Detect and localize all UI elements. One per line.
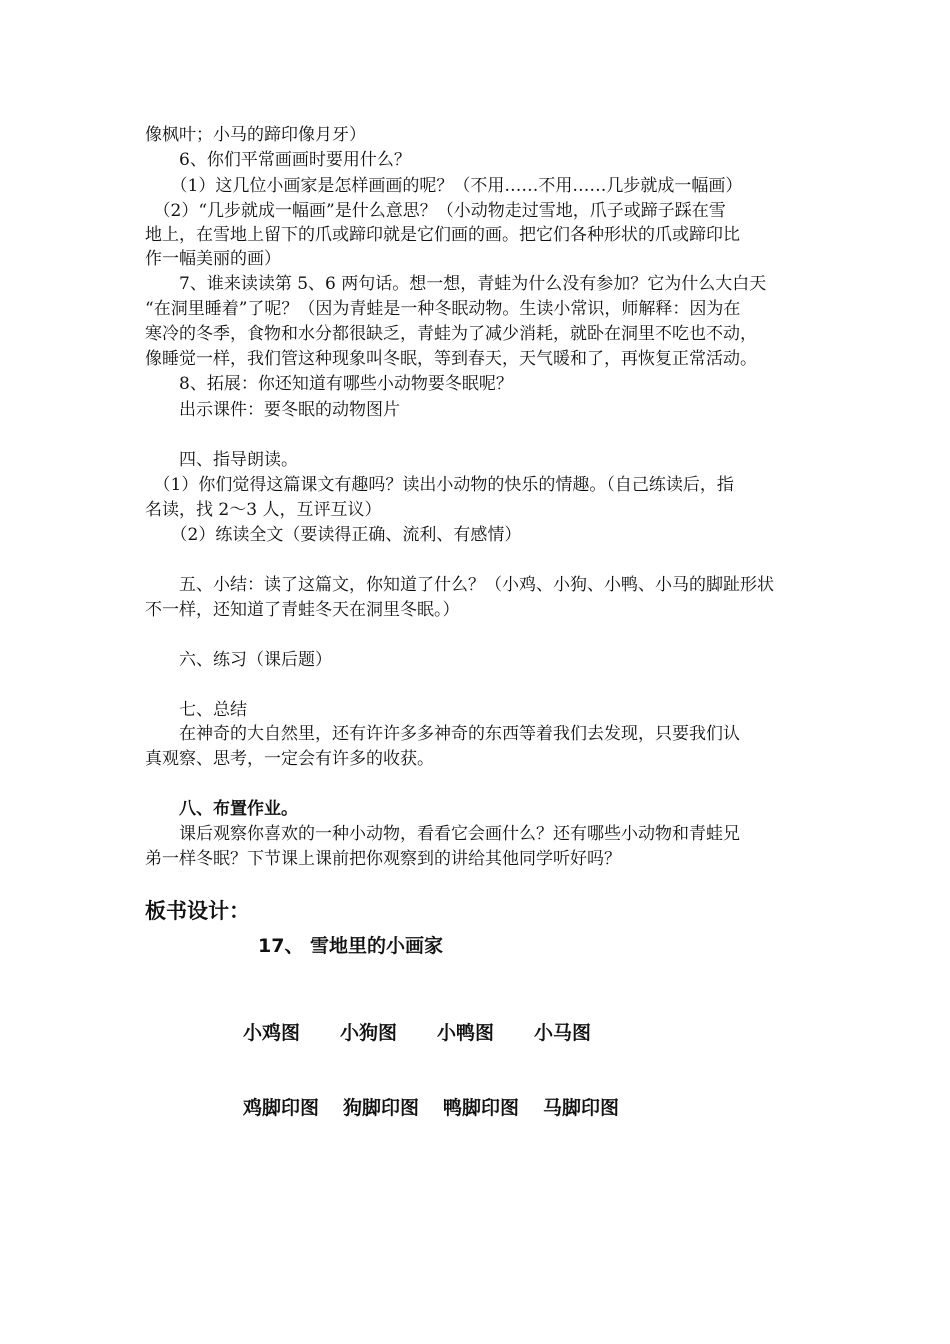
section-heading: 七、总结 xyxy=(145,700,247,720)
text-line: 不一样，还知道了青蛙冬天在洞里冬眠。） xyxy=(145,600,460,620)
board-animal-row xyxy=(243,1019,591,1047)
board-lesson-title: 17、 雪地里的小画家 xyxy=(258,935,444,957)
text-line: 6、你们平常画画时要用什么？ xyxy=(145,150,411,170)
board-footprint-item: 鸭脚印图 xyxy=(443,1097,520,1119)
board-design-heading: 板书设计： xyxy=(145,899,250,923)
text-line: （1）你们觉得这篇课文有趣吗？读出小动物的快乐的情趣。（自己练读后，指 xyxy=(145,475,734,495)
text-line: 7、谁来读读第 5、6 两句话。想一想，青蛙为什么没有参加？它为什么大白天 xyxy=(145,274,767,294)
text-line: 像枫叶；小马的蹄印像月牙） xyxy=(145,125,366,145)
text-line: （2）“几步就成一幅画”是什么意思？（小动物走过雪地，爪子或蹄子踩在雪 xyxy=(145,201,726,221)
section-heading: 四、指导朗读。 xyxy=(145,450,298,470)
text-line: “在洞里睡着”了呢？（因为青蛙是一种冬眠动物。生读小常识，师解释：因为在 xyxy=(145,299,741,319)
board-footprint-item: 鸡脚印图 xyxy=(243,1097,320,1119)
text-line: 出示课件：要冬眠的动物图片 xyxy=(145,400,400,420)
section-heading: 六、练习（课后题） xyxy=(145,650,332,670)
text-line: 弟一样冬眠？下节课上课前把你观察到的讲给其他同学听好吗？ xyxy=(145,849,621,869)
text-line: 真观察、思考，一定会有许多的收获。 xyxy=(145,749,434,769)
section-heading: 五、小结：读了这篇文，你知道了什么？（小鸡、小狗、小鸭、小马的脚趾形状 xyxy=(145,575,774,595)
text-line: 像睡觉一样，我们管这种现象叫冬眠，等到春天，天气暖和了，再恢复正常活动。 xyxy=(145,349,757,369)
board-animal-item: 小马图 xyxy=(534,1022,592,1044)
text-line: 课后观察你喜欢的一种小动物，看看它会画什么？还有哪些小动物和青蛙兄 xyxy=(145,824,740,844)
text-line: （2）练读全文（要读得正确、流利、有感情） xyxy=(145,525,522,545)
board-footprint-item: 马脚印图 xyxy=(543,1097,620,1119)
text-line: 在神奇的大自然里，还有许许多多神奇的东西等着我们去发现，只要我们认 xyxy=(145,724,740,744)
board-animal-item: 小鸭图 xyxy=(437,1022,495,1044)
section-heading-homework: 八、布置作业。 xyxy=(145,799,298,819)
board-footprint-row xyxy=(243,1094,619,1122)
text-line: 8、拓展：你还知道有哪些小动物要冬眠呢？ xyxy=(145,374,513,394)
text-line: 作一幅美丽的画） xyxy=(145,249,281,269)
board-animal-item: 小鸡图 xyxy=(243,1022,301,1044)
text-line: 地上，在雪地上留下的爪或蹄印就是它们画的画。把它们各种形状的爪或蹄印比 xyxy=(145,225,740,245)
board-footprint-item: 狗脚印图 xyxy=(343,1097,420,1119)
text-line: 名读，找 2～3 人，互评互议） xyxy=(145,500,382,520)
text-line: （1）这几位小画家是怎样画画的呢？（不用……不用……几步就成一幅画） xyxy=(145,176,743,196)
text-line: 寒冷的冬季，食物和水分都很缺乏，青蛙为了减少消耗，就卧在洞里不吃也不动， xyxy=(145,324,757,344)
board-animal-item: 小狗图 xyxy=(340,1022,398,1044)
